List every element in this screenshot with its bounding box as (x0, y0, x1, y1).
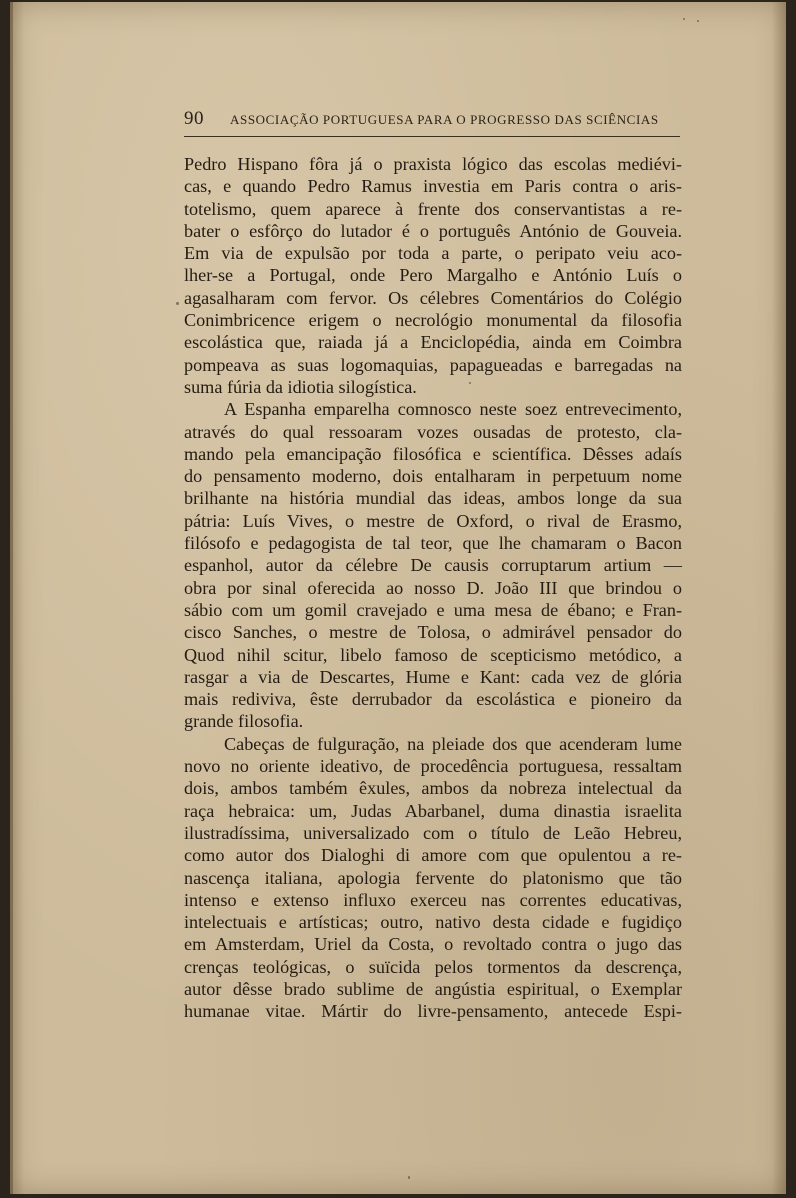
text-line: Pedro Hispano fôra já o praxista lógico das escolas mediévi- (184, 154, 682, 174)
text-line: do pensamento moderno, dois entalharam in perpetuum nome (184, 466, 682, 487)
text-line: crenças teológicas, o suïcida pelos tormentos da descrença, (184, 956, 682, 977)
text-line: grande filosofia. (184, 711, 304, 732)
text-line: espanhol, autor da célebre De causis corruptarum artium — (184, 555, 682, 576)
text-line: ilustradíssima, universalizado com o título de Leão Hebreu, (184, 822, 682, 843)
text-line: pompeava as suas logomaquias, papagueadas e barregadas na (184, 354, 682, 375)
text-line: cisco Sanches, o mestre de Tolosa, o admirável pensador do (184, 622, 682, 643)
text-line: A Espanha emparelha comnosco neste soez entrevecimento, (224, 399, 682, 420)
text-line: intelectuais e artísticas; outro, nativo desta cidade e fugidiço (184, 912, 682, 933)
running-header (184, 108, 682, 134)
text-line: rasgar a via de Descartes, Hume e Kant: cada vez de glória (184, 666, 682, 687)
text-line: totelismo, quem aparece à frente dos conservantistas a re- (184, 198, 682, 219)
text-line: suma fúria da idiotia silogística. (184, 376, 417, 397)
body-text (184, 153, 682, 1023)
page-number: 90 (184, 108, 204, 129)
text-line: cas, e quando Pedro Ramus investia em Paris contra o aris- (184, 176, 682, 197)
text-line: em Amsterdam, Uriel da Costa, o revoltado contra o jugo das (184, 934, 682, 955)
paper-speck (697, 20, 699, 22)
text-line: nascença italiana, apologia fervente do platonismo que tão (184, 867, 682, 888)
text-line: pátria: Luís Vives, o mestre de Oxford, o rival de Erasmo, (184, 510, 682, 531)
text-line: Em via de expulsão por toda a parte, o peripato veiu aco- (184, 243, 682, 264)
running-title: ASSOCIAÇÃO PORTUGUESA PARA O PROGRESSO DAS SCIÊNCIAS (230, 112, 659, 127)
paper-speck (408, 1176, 410, 1179)
text-line: dois, ambos também êxules, ambos da nobreza intelectual da (184, 778, 682, 799)
text-line: lher-se a Portugal, onde Pero Margalho e António Luís o (184, 265, 682, 286)
text-line: como autor dos Dialoghi di amore com que opulentou a re- (184, 845, 682, 866)
text-line: agasalharam com fervor. Os célebres Comentários do Colégio (184, 287, 682, 308)
text-line: Conimbricence erigem o necrológio monumental da filosofia (184, 310, 682, 331)
text-line: intenso e extenso influxo exerceu nas correntes educativas, (184, 889, 682, 910)
text-line: raça hebraica: um, Judas Abarbanel, duma dinastia israelita (184, 800, 682, 821)
text-line: sábio com um gomil cravejado e uma mesa de ébano; e Fran- (184, 599, 682, 620)
text-line: mais rediviva, êste derrubador da escolástica e pioneiro da (184, 689, 682, 710)
text-line: Cabeças de fulguração, na pleiade dos que acenderam lume (224, 733, 682, 754)
text-line: humanae vitae. Mártir do livre-pensamento, antecede Espi- (184, 1001, 682, 1022)
text-line: novo no oriente ideativo, de procedência portuguesa, ressaltam (184, 756, 682, 777)
text-line: bater o esfôrço do lutador é o português António de Gouveia. (184, 220, 682, 241)
text-line: através do qual ressoaram vozes ousadas de protesto, cla- (184, 421, 682, 442)
text-line: brilhante na história mundial das ideas, ambos longe da sua (184, 488, 682, 509)
page-edge-shadow (10, 2, 13, 1194)
text-line: Quod nihil scitur, libelo famoso de scepticismo metódico, a (184, 644, 682, 665)
paper-speck (469, 382, 471, 384)
header-rule (184, 136, 680, 137)
text-line: autor dêsse brado sublime de angústia espiritual, o Exemplar (184, 978, 682, 999)
paper-speck (683, 18, 685, 20)
text-line: escolástica que, raiada já a Enciclopédia, ainda em Coimbra (184, 332, 682, 353)
text-line: filósofo e pedagogista de tal teor, que lhe chamaram o Bacon (184, 533, 682, 554)
text-line: obra por sinal oferecida ao nosso D. João III que brindou o (184, 577, 682, 598)
paper-speck (176, 302, 179, 305)
text-line: mando pela emancipação filosófica e scientífica. Dêsses adaís (184, 443, 682, 464)
